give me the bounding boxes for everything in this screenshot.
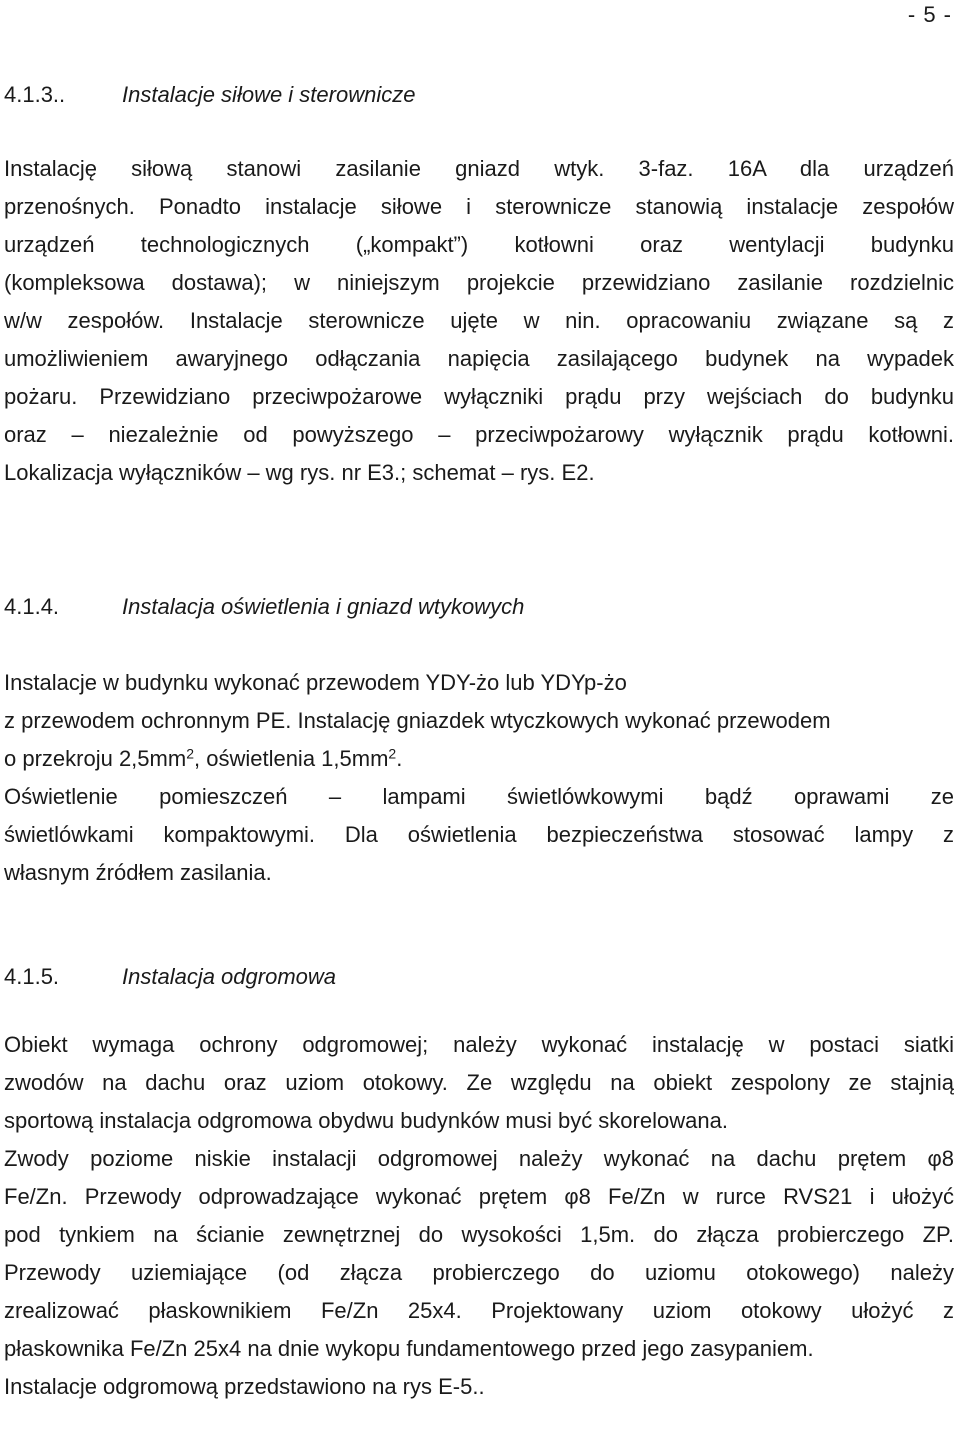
text-run: . [396,746,403,771]
paragraph-line: Instalacje odgromową przedstawiono na rys E-5.. [4,1374,485,1399]
paragraph-line: własnym źródłem zasilania. [4,860,272,885]
paragraph-line [4,746,954,772]
section-title: Instalacja odgromowa [122,964,337,989]
section-number: 4.1.5. [4,964,60,989]
section-number: 4.1.4. [4,594,60,619]
section-heading-4-1-3 [4,82,415,108]
paragraph-line: umożliwieniem awaryjnego odłączania napięcia zasilającego budynek na wypadek [4,346,954,371]
text-run: o przekroju 2,5mm [4,746,187,771]
paragraph-line: Fe/Zn. Przewody odprowadzające wykonać prętem φ8 Fe/Zn w rurce RVS21 i ułożyć [4,1184,954,1209]
paragraph-line: zwodów na dachu oraz uziom otokowy. Ze względu na obiekt zespolony ze stajnią [4,1070,954,1095]
paragraph-line: pod tynkiem na ścianie zewnętrznej do wysokości 1,5m. do złącza probierczego ZP. [4,1222,954,1247]
paragraph-line: zrealizować płaskownikiem Fe/Zn 25x4. Projektowany uziom otokowy ułożyć z [4,1298,954,1323]
paragraph-line: Lokalizacja wyłączników – wg rys. nr E3.; schemat – rys. E2. [4,460,595,485]
paragraph-line: Obiekt wymaga ochrony odgromowej; należy wykonać instalację w postaci siatki [4,1032,954,1057]
paragraph-line: świetlówkami kompaktowymi. Dla oświetlenia bezpieczeństwa stosować lampy z [4,822,954,847]
text-run: , oświetlenia 1,5mm [193,746,389,771]
paragraph-line: w/w zespołów. Instalacje sterownicze ujęte w nin. opracowaniu związane są z [4,308,954,333]
paragraph-line: Instalację siłową stanowi zasilanie gniazd wtyk. 3-faz. 16A dla urządzeń [4,156,954,181]
paragraph-line: sportową instalacja odgromowa obydwu budynków musi być skorelowana. [4,1108,728,1133]
section-heading-4-1-5 [4,964,336,990]
paragraph-line: (kompleksowa dostawa); w niniejszym projekcie przewidziano zasilanie rozdzielnic [4,270,954,295]
section-title: Instalacje siłowe i sterownicze [122,82,416,107]
superscript: 2 [388,745,397,762]
section-title: Instalacja oświetlenia i gniazd wtykowych [122,594,525,619]
paragraph-line: Instalacje w budynku wykonać przewodem YDY-żo lub YDYp-żo [4,670,627,695]
paragraph-line: przenośnych. Ponadto instalacje siłowe i sterownicze stanowią instalacje zespołów [4,194,954,219]
section-number: 4.1.3.. [4,82,66,107]
paragraph-line: oraz – niezależnie od powyższego – przeciwpożarowy wyłącznik prądu kotłowni. [4,422,954,447]
paragraph-line: urządzeń technologicznych („kompakt”) kotłowni oraz wentylacji budynku [4,232,954,257]
paragraph-line: z przewodem ochronnym PE. Instalację gniazdek wtyczkowych wykonać przewodem [4,708,831,733]
section-heading-4-1-4 [4,594,524,620]
page-number: - 5 - [907,2,952,27]
paragraph-line: pożaru. Przewidziano przeciwpożarowe wyłączniki prądu przy wejściach do budynku [4,384,954,409]
superscript: 2 [186,745,194,762]
paragraph-line: Przewody uziemiające (od złącza probierczego do uziomu otokowego) należy [4,1260,954,1285]
paragraph-line: Oświetlenie pomieszczeń – lampami świetlówkowymi bądź oprawami ze [4,784,954,809]
paragraph-line: płaskownika Fe/Zn 25x4 na dnie wykopu fundamentowego przed jego zasypaniem. [4,1336,814,1361]
paragraph-line: Zwody poziome niskie instalacji odgromowej należy wykonać na dachu prętem φ8 [4,1146,954,1171]
